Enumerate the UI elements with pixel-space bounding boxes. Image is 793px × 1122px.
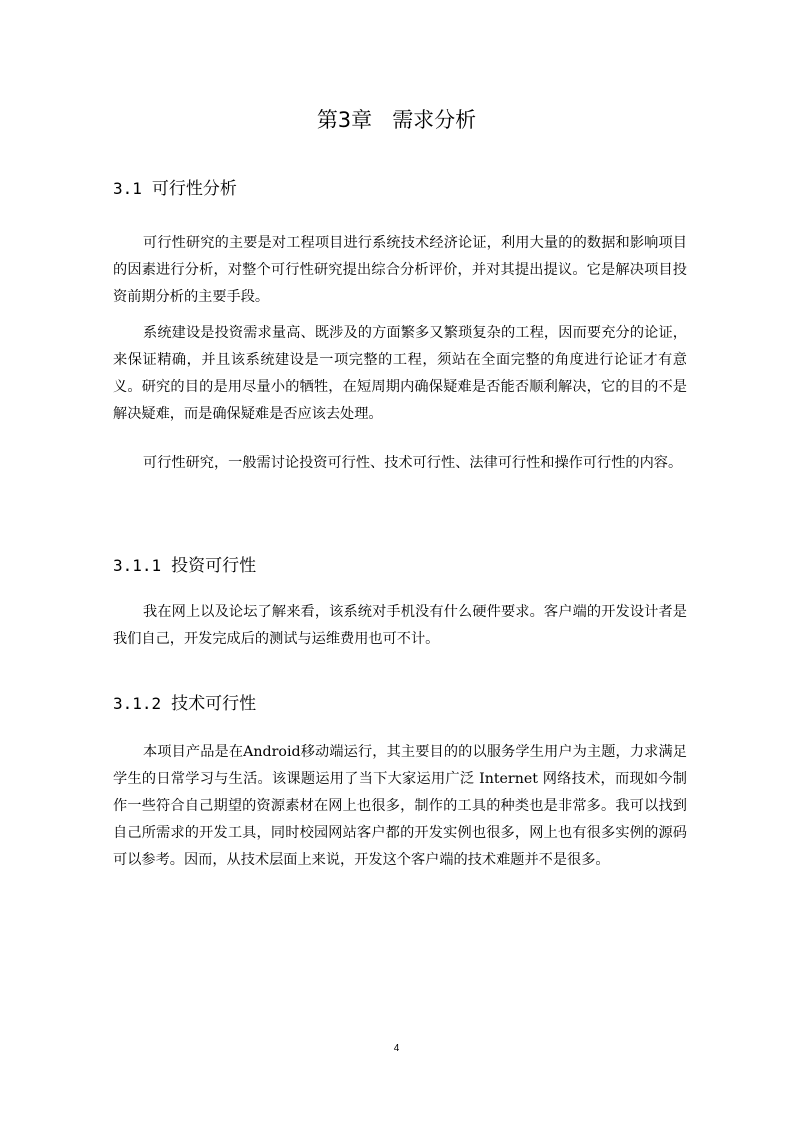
page-number: 4 <box>393 1043 400 1054</box>
section-number: 3.1 <box>113 179 142 198</box>
chapter-title <box>0 106 793 134</box>
section-title: 技术可行性 <box>171 694 257 714</box>
paragraph: 可行性研究的主要是对工程项目进行系统技术经济论证，利用大量的的数据和影响项目的因素进行分析，对整个可行性研究提出综合分析评价，并对其提出提议。它是解决项目投资前期分析的主要手段。 <box>113 235 687 305</box>
paragraph: 本项目产品是在Android移动端运行，其主要目的的以服务学生用户为主题，力求满足学生的日常学习与生活。该课题运用了当下大家运用广泛 Internet 网络技术，而现如今制作一些符合自己期望的资源素材在网上也很多，制作的工具的种类也是非常多。我可以找到自己所需求的开发工具，同时校园网站客户都的开发实例也很多，网上也有很多实例的源码可以参考。因而，从技术层面上来说，开发这个客户端的技术难题并不是很多。 <box>113 744 687 868</box>
section-title: 可行性分析 <box>151 179 237 199</box>
section-number: 3.1.2 <box>113 694 162 713</box>
section-heading-3-1-1 <box>113 555 256 577</box>
chapter-name: 需求分析 <box>392 108 477 132</box>
paragraph: 我在网上以及论坛了解来看，该系统对手机没有什么硬件要求。客户端的开发设计者是我们自己，开发完成后的测试与运维费用也可不计。 <box>113 604 687 647</box>
section-heading-3-1 <box>113 178 237 200</box>
section-number: 3.1.1 <box>113 556 162 575</box>
section-heading-3-1-2 <box>113 693 256 715</box>
chapter-number: 第3章 <box>316 108 373 132</box>
paragraph: 系统建设是投资需求量高、既涉及的方面繁多又繁琐复杂的工程，因而要充分的论证，来保证精确，并且该系统建设是一项完整的工程，须站在全面完整的角度进行论证才有意义。研究的目的是用尽量小的牺牲，在短周期内确保疑难是否能否顺利解决，它的目的不是解决疑难，而是确保疑难是否应该去处理。 <box>113 325 687 422</box>
section-title: 投资可行性 <box>171 556 257 576</box>
paragraph: 可行性研究，一般需讨论投资可行性、技术可行性、法律可行性和操作可行性的内容。 <box>143 455 683 471</box>
